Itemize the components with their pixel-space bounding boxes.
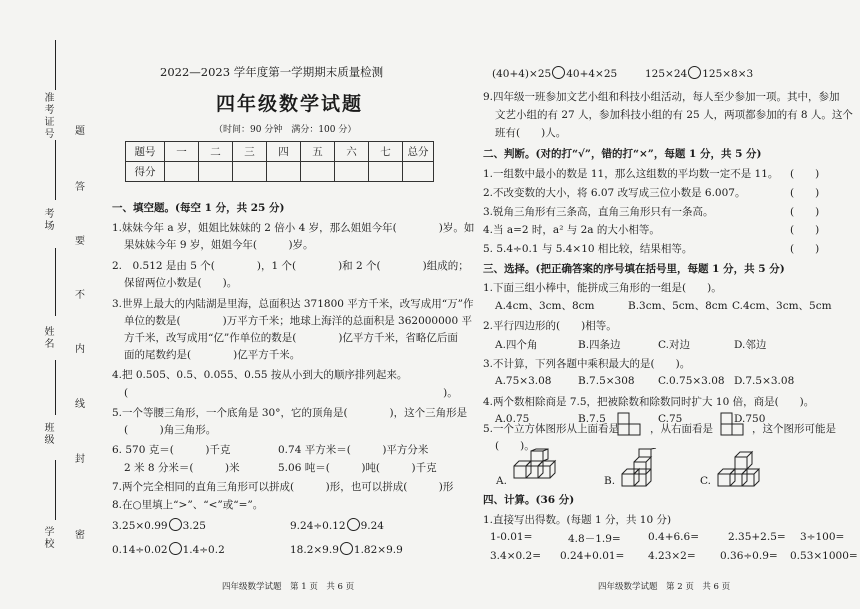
compare-right: 3.25: [182, 520, 206, 532]
option[interactable]: D.750: [734, 413, 766, 425]
answer-paren[interactable]: ( ): [790, 168, 820, 180]
score-cell: 一: [165, 142, 199, 162]
exam-title: 2022—2023 学年度第一学期期末质量检测: [160, 65, 384, 79]
option[interactable]: A.0.75: [495, 413, 530, 425]
compare-circle[interactable]: [688, 66, 701, 79]
school-line: [55, 460, 56, 520]
question-text: 文艺小组的有 27 人，参加科技小组的有 25 人，两项都参加的有 8 人。这个: [495, 109, 853, 121]
seal-char: 内: [75, 344, 85, 355]
right-view-icon: [720, 412, 746, 438]
option-label[interactable]: C.: [700, 475, 711, 487]
option[interactable]: C.对边: [658, 339, 690, 351]
section-title: 一、填空题。(每空 1 分，共 25 分): [112, 202, 285, 214]
calc-item: 3.4×0.2=: [490, 550, 541, 562]
seal-char: 题: [75, 126, 85, 137]
score-blank[interactable]: [403, 162, 434, 182]
section-title: 二、判断。(对的打“√”，错的打“×”，每题 1 分，共 5 分): [483, 148, 762, 160]
compare-item: [492, 66, 617, 80]
compare-item: [290, 518, 384, 532]
score-blank[interactable]: [335, 162, 369, 182]
compare-left: (40+4)×25: [492, 68, 552, 80]
score-blank[interactable]: [267, 162, 301, 182]
question-text: 方千米，改写成用“亿”作单位的数是( )亿平方千米，省略亿后面: [124, 332, 458, 344]
room-line: [55, 140, 56, 200]
question-text: 3.世界上最大的内陆湖是里海，总面积达 371800 平方千米，改写成用“万”作: [112, 298, 474, 310]
question-text: ，从右面看是: [650, 423, 713, 435]
compare-circle[interactable]: [169, 518, 182, 531]
section-title: 三、选择。(把正确答案的序号填在括号里，每题 1 分，共 5 分): [483, 263, 785, 275]
compare-left: 3.25×0.99: [112, 520, 168, 532]
cube-figure-b-icon: [620, 448, 672, 488]
question-text: 3.不计算，下列各题中乘积最大的是( )。: [483, 358, 691, 370]
seal-char: 要: [75, 236, 85, 247]
option[interactable]: B.四条边: [578, 339, 621, 351]
name-line: [55, 248, 56, 316]
answer-paren[interactable]: ( ): [790, 206, 820, 218]
compare-left: 0.14÷0.02: [112, 544, 168, 556]
option-label[interactable]: A.: [496, 475, 507, 487]
question-text: 面的尾数约是( )亿平方千米。: [124, 349, 301, 361]
compare-circle[interactable]: [552, 66, 565, 79]
question-text: ( )角三角形。: [124, 424, 217, 436]
score-cell: 得分: [126, 162, 165, 182]
option[interactable]: D.邻边: [734, 339, 767, 351]
option[interactable]: A.四个角: [495, 339, 538, 351]
calc-item: 3÷100=: [800, 531, 845, 543]
score-value-row: [126, 162, 434, 182]
question-text: 1.妹妹今年 a 岁，姐姐比妹妹的 2 倍小 4 岁，那么姐姐今年( )岁。如: [112, 222, 475, 234]
school-label: 学校: [42, 526, 53, 550]
question-text: ，这个图形可能是: [752, 423, 836, 435]
page-footer: 四年级数学试题 第 1 页 共 6 页: [222, 582, 355, 592]
question-text: 7.两个完全相同的直角三角形可以拼成( )形，也可以拼成( )形: [112, 481, 454, 493]
option-label[interactable]: B.: [604, 475, 616, 487]
calc-item: 0.4+6.6=: [648, 531, 699, 543]
score-cell: 题号: [126, 142, 165, 162]
compare-left: 18.2×9.9: [290, 544, 339, 556]
score-blank[interactable]: [301, 162, 335, 182]
question-text: 5.一个立方体图形从上面看是: [483, 423, 620, 435]
seal-char: 线: [75, 399, 85, 410]
option[interactable]: B.7.5×308: [578, 375, 635, 387]
score-cell: 二: [199, 142, 233, 162]
score-blank[interactable]: [369, 162, 403, 182]
judge-item: 3.锐角三角形有三条高，直角三角形只有一条高。: [483, 206, 714, 218]
score-blank[interactable]: [199, 162, 233, 182]
score-cell: 总分: [403, 142, 434, 162]
calc-item: 4.23×2=: [648, 550, 696, 562]
compare-right: 125×8×3: [702, 68, 754, 80]
class-line: [55, 360, 56, 415]
calc-item: 1-0.01=: [490, 531, 533, 543]
score-cell: 五: [301, 142, 335, 162]
score-header-row: [126, 142, 434, 162]
judge-item: 2.不改变数的大小，将 6.07 改写成三位小数是 6.007。: [483, 187, 746, 199]
question-text: 4.两个数相除商是 7.5，把被除数和除数同时扩大 10 倍，商是( )。: [483, 396, 815, 408]
question-text: 2 米 8 分米＝( )米: [124, 462, 240, 474]
option[interactable]: C.0.75×3.08: [658, 375, 725, 387]
question-text: ( )。: [495, 440, 535, 452]
compare-left: 9.24÷0.12: [290, 520, 346, 532]
question-text: 1.下面三组小棒中，能拼成三角形的一组是( )。: [483, 282, 722, 294]
question-text: 6. 570 克＝( )千克: [112, 444, 231, 456]
compare-item: [290, 542, 403, 556]
top-view-icon: [617, 412, 643, 438]
question-text: 0.74 平方米＝( )平方分米: [278, 444, 429, 456]
question-text: 2. 0.512 是由 5 个( )，1 个( )和 2 个( )组成的；: [112, 260, 469, 272]
compare-right: 1.82×9.9: [353, 544, 403, 556]
name-label: 姓名: [42, 326, 53, 350]
compare-right: 1.4÷0.2: [182, 544, 225, 556]
compare-right: 40+4×25: [566, 68, 618, 80]
question-text: 保留两位小数是( )。: [124, 277, 238, 289]
compare-item: [112, 542, 225, 556]
compare-circle[interactable]: [169, 542, 182, 555]
judge-item: 4.当 a=2 时，a² 与 2a 的大小相等。: [483, 224, 660, 236]
question-text: ( )。: [124, 387, 458, 399]
calc-item: 4.8－1.9=: [568, 533, 621, 545]
calc-item: 0.53×1000=: [790, 550, 858, 562]
page-title: 四年级数学试题: [216, 93, 364, 115]
answer-paren[interactable]: ( ): [790, 243, 820, 255]
compare-right: 9.24: [360, 520, 384, 532]
option[interactable]: B.3cm、5cm、8cm: [628, 300, 728, 312]
score-cell: 六: [335, 142, 369, 162]
judge-item: 1.一组数中最小的数是 11，那么这组数的平均数一定不是 11。: [483, 168, 779, 180]
question-text: 5.一个等腰三角形，一个底角是 30°，它的顶角是( )，这个三角形是: [112, 407, 468, 419]
section-title: 四、计算。(36 分): [483, 494, 575, 506]
seal-char: 答: [75, 182, 85, 193]
compare-circle[interactable]: [340, 542, 353, 555]
calc-item: 0.24+0.01=: [560, 550, 625, 562]
option[interactable]: C.75: [658, 413, 683, 425]
calc-item: 2.35+2.5=: [728, 531, 786, 543]
score-blank[interactable]: [233, 162, 267, 182]
score-table: [125, 141, 434, 182]
cube-figure-a-icon: [512, 448, 564, 488]
question-text: 果妹妹今年 9 岁，姐姐今年( )岁。: [124, 239, 314, 251]
calc-item: 0.36÷0.9=: [720, 550, 778, 562]
question-text: 单位的数是( )万平方千米；地球上海洋的总面积是 362000000 平: [124, 315, 472, 327]
score-cell: 三: [233, 142, 267, 162]
seal-char: 封: [75, 454, 85, 465]
answer-paren[interactable]: ( ): [790, 224, 820, 236]
exam-id-line: [55, 40, 56, 90]
question-text: 1.直接写出得数。(每题 1 分，共 10 分): [483, 514, 672, 526]
option[interactable]: A.75×3.08: [495, 375, 552, 387]
option[interactable]: D.7.5×3.08: [734, 375, 795, 387]
question-text: 5.06 吨＝( )吨( )千克: [278, 462, 437, 474]
score-cell: 四: [267, 142, 301, 162]
question-text: 班有( )人。: [495, 127, 567, 139]
compare-item: [112, 518, 206, 532]
compare-circle[interactable]: [347, 518, 360, 531]
answer-paren[interactable]: ( ): [790, 187, 820, 199]
option[interactable]: A.4cm、3cm、8cm: [495, 300, 595, 312]
compare-item: [645, 66, 753, 80]
option[interactable]: C.4cm、3cm、5cm: [732, 300, 832, 312]
question-text: 9.四年级一班参加文艺小组和科技小组活动，每人至少参加一项。其中，参加: [483, 91, 840, 103]
class-label: 班级: [42, 422, 53, 446]
score-cell: 七: [369, 142, 403, 162]
seal-char: 不: [75, 290, 85, 301]
cube-figure-c-icon: [716, 448, 768, 488]
exam-subtitle: （时间：90 分钟 满分：100 分）: [214, 125, 357, 135]
option[interactable]: B.7.5: [578, 413, 606, 425]
exam-id-label: 准考证号: [42, 92, 53, 140]
room-label: 考场: [42, 208, 53, 232]
page-footer: 四年级数学试题 第 2 页 共 6 页: [598, 582, 731, 592]
seal-char: 密: [75, 530, 85, 541]
question-text: 8.在○里填上“>”、“<”或“=”。: [112, 499, 264, 511]
judge-item: 5. 5.4÷0.1 与 5.4×10 相比较，结果相等。: [483, 243, 693, 255]
question-text: 4.把 0.505、0.5、0.055、0.55 按从小到大的顺序排列起来。: [112, 369, 408, 381]
question-text: 2.平行四边形的( )相等。: [483, 320, 617, 332]
score-blank[interactable]: [165, 162, 199, 182]
compare-left: 125×24: [645, 68, 688, 80]
